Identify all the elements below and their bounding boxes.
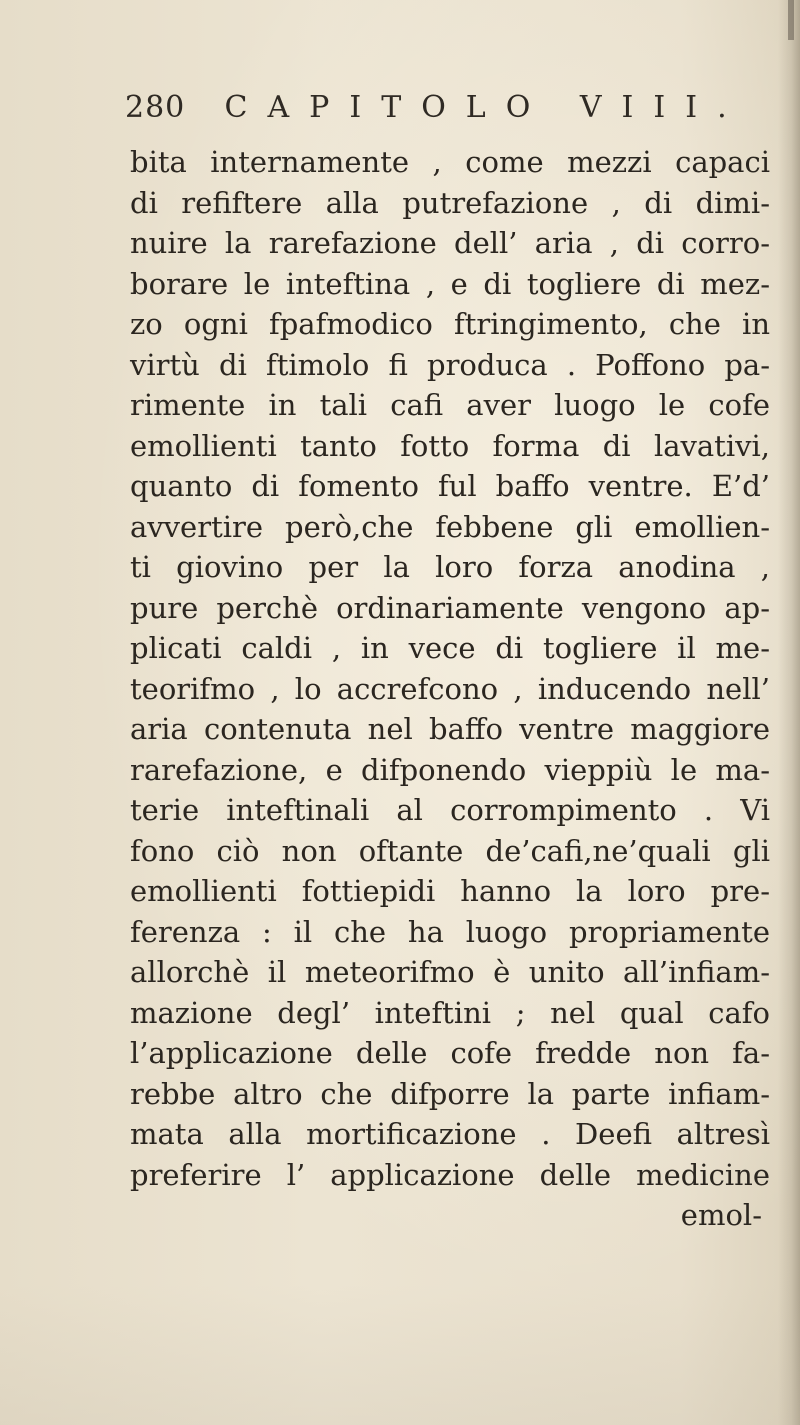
text-line: mazione degl’ inteftini ; nel qual cafo [130,995,770,1030]
text-line: teorifmo , lo accrefcono , inducendo nell’ [130,671,770,706]
text-line: di refiftere alla putrefazione , di dimi- [130,185,770,220]
text-line: avvertire però,che febbene gli emollien- [130,509,770,544]
text-line: nuire la rarefazione dell’ aria , di corro- [130,226,770,260]
paper-stain [0,1285,800,1425]
page-edge-mark [788,0,794,40]
text-line: allorchè il meteorifmo è unito all’infiam- [130,955,770,989]
chapter-title: CAPITOLO VIII. [224,90,747,125]
text-line: ferenza : il che ha luogo propriamente [130,914,770,949]
text-line: zo ogni fpafmodico ftringimento, che in [130,307,770,341]
text-line: emollienti tanto fotto forma di lavativi, [130,428,770,463]
text-line: virtù di ftimolo fi produca . Poffono pa- [130,347,770,382]
text-line: quanto di fomento ful baffo ventre. E’d’ [130,469,770,503]
text-line: ti giovino per la loro forza anodina , [130,550,770,584]
text-line: borare le inteftina , e di togliere di mez- [130,266,770,301]
text-line: rimente in tali cafi aver luogo le cofe [130,388,770,422]
text-line: preferire l’ applicazione delle medicine [130,1157,770,1192]
text-line: rarefazione, e difponendo vieppiù le ma- [130,752,770,787]
text-line: plicati caldi , in vece di togliere il me- [130,631,770,665]
catchword: emol- [680,1198,762,1232]
text-line: terie inteftinali al corrompimento . Vi [130,793,770,827]
text-line: emollienti fottiepidi hanno la loro pre- [130,874,770,908]
page-edge-shadow [778,0,800,1425]
text-line: fono ciò non oftante de’cafi,ne’quali gli [130,833,770,868]
running-header [125,88,745,128]
text-line: bita internamente , come mezzi capaci [130,145,770,179]
text-line: rebbe altro che difporre la parte infiam- [130,1076,770,1111]
text-line: l’applicazione delle cofe fredde non fa- [130,1036,770,1070]
text-line: mata alla mortificazione . Deefi altresì [130,1117,770,1151]
text-line: pure perchè ordinariamente vengono ap- [130,590,770,625]
text-line: aria contenuta nel baffo ventre maggiore [130,712,770,746]
body-text [130,142,770,1236]
page-number: 280 [125,90,186,125]
